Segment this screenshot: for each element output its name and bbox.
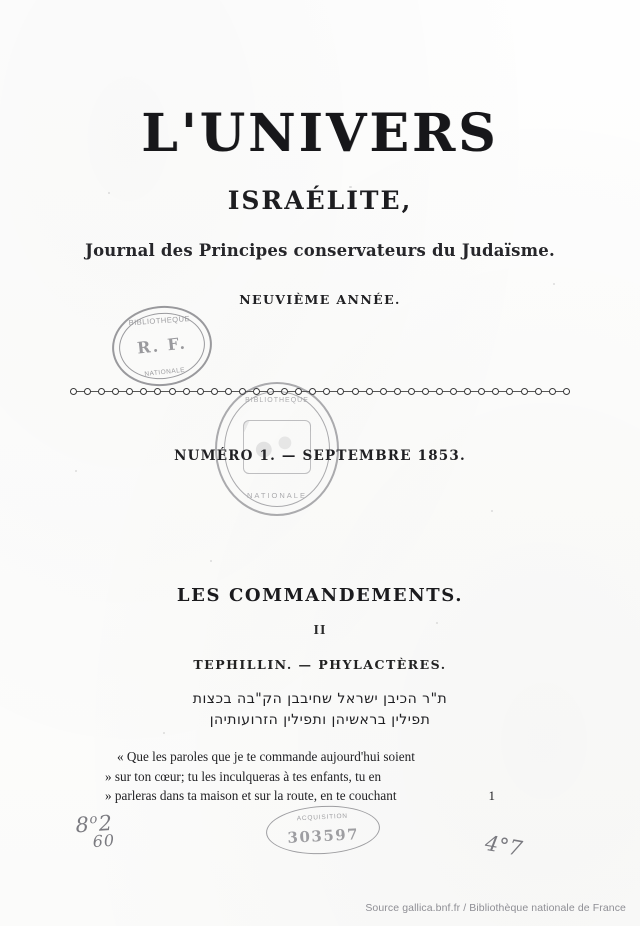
issue-line: NUMÉRO 1. — SEPTEMBRE 1853. bbox=[174, 448, 466, 464]
diamond-icon bbox=[209, 387, 219, 397]
diamond-icon bbox=[519, 387, 529, 397]
masthead-subtitle: ISRAÉLITE, bbox=[227, 186, 413, 215]
diamond-icon bbox=[350, 387, 360, 397]
source-attribution: Source gallica.bnf.fr / Bibliothèque nationale de France bbox=[365, 902, 626, 914]
handwritten-digit-mid: 2 bbox=[97, 810, 114, 836]
page-folio-number: 1 bbox=[488, 788, 495, 803]
diamond-icon bbox=[406, 387, 416, 397]
bnf-stamp-arc-top: BIBLIOTHEQUE bbox=[128, 314, 191, 328]
round-seal-top-text: BIBLIOTHEQUE bbox=[245, 397, 309, 404]
quote-line: « Que les paroles que je te commande aujourd'hui soient bbox=[117, 749, 415, 764]
article-block bbox=[0, 585, 640, 806]
seal-emblem-icon bbox=[243, 420, 311, 474]
scan-speck bbox=[210, 560, 212, 562]
diamond-icon bbox=[83, 387, 93, 397]
diamond-icon bbox=[561, 387, 571, 397]
round-seal-bottom-text: NATIONALE bbox=[247, 491, 307, 500]
diamond-icon bbox=[392, 387, 402, 397]
scan-speck bbox=[491, 510, 493, 512]
diamond-icon bbox=[195, 387, 205, 397]
diamond-icon bbox=[449, 387, 459, 397]
diamond-icon bbox=[69, 387, 79, 397]
quote-line: » sur ton cœur; tu les inculqueras à tes enfants, tu en bbox=[105, 768, 382, 784]
quote-line: » parleras dans ta maison et sur la route, en te couchant bbox=[105, 788, 397, 804]
diamond-icon bbox=[547, 387, 557, 397]
inventory-stamp-label: ACQUISITION bbox=[296, 812, 349, 823]
hebrew-quotation bbox=[0, 689, 640, 731]
masthead-year: NEUVIÈME ANNÉE. bbox=[239, 292, 401, 307]
masthead-strapline: Journal des Principes conservateurs du Judaïsme. bbox=[85, 241, 555, 260]
diamond-icon bbox=[435, 387, 445, 397]
diamond-icon bbox=[167, 387, 177, 397]
diamond-icon bbox=[463, 387, 473, 397]
library-round-seal bbox=[215, 382, 339, 516]
scan-speck bbox=[75, 470, 77, 472]
diamond-icon bbox=[322, 387, 332, 397]
masthead bbox=[0, 103, 640, 307]
inventory-stamp-number: 303597 bbox=[287, 825, 360, 847]
diamond-icon bbox=[125, 387, 135, 397]
bnf-stamp-center: R. F. bbox=[136, 333, 188, 358]
diamond-icon bbox=[97, 387, 107, 397]
diamond-icon bbox=[139, 387, 149, 397]
handwritten-digit: 8 bbox=[74, 812, 91, 838]
diamond-icon bbox=[223, 387, 233, 397]
handwritten-mark-right: 4°7 bbox=[482, 830, 524, 862]
diamond-icon bbox=[336, 387, 346, 397]
diamond-icon bbox=[505, 387, 515, 397]
article-subtitle: TEPHILLIN. — PHYLACTÈRES. bbox=[193, 657, 447, 672]
diamond-icon bbox=[364, 387, 374, 397]
diamond-icon bbox=[378, 387, 388, 397]
page-title: L'UNIVERS bbox=[141, 103, 499, 164]
bnf-oval-stamp bbox=[108, 301, 216, 391]
bnf-stamp-arc-bottom: NATIONALE bbox=[144, 366, 186, 378]
hebrew-line: ת"ר הכיבן ישראל שחיבבן הק"בה בכצות bbox=[192, 691, 448, 707]
diamond-icon bbox=[153, 387, 163, 397]
diamond-icon bbox=[477, 387, 487, 397]
article-title: LES COMMANDEMENTS. bbox=[176, 585, 464, 606]
diamond-icon bbox=[181, 387, 191, 397]
diamond-icon bbox=[111, 387, 121, 397]
diamond-icon bbox=[421, 387, 431, 397]
inventory-oval-stamp bbox=[265, 803, 381, 857]
handwritten-superscript: o bbox=[89, 811, 99, 828]
handwritten-shelfmark-under: 60 bbox=[92, 830, 116, 852]
diamond-icon bbox=[491, 387, 501, 397]
diamond-icon bbox=[533, 387, 543, 397]
handwritten-shelfmark-left bbox=[75, 811, 116, 853]
french-quotation bbox=[105, 747, 535, 806]
hebrew-line: תפילין בראשיהן ותפילין הזרועותיהן bbox=[209, 712, 431, 728]
article-number: II bbox=[313, 623, 327, 638]
